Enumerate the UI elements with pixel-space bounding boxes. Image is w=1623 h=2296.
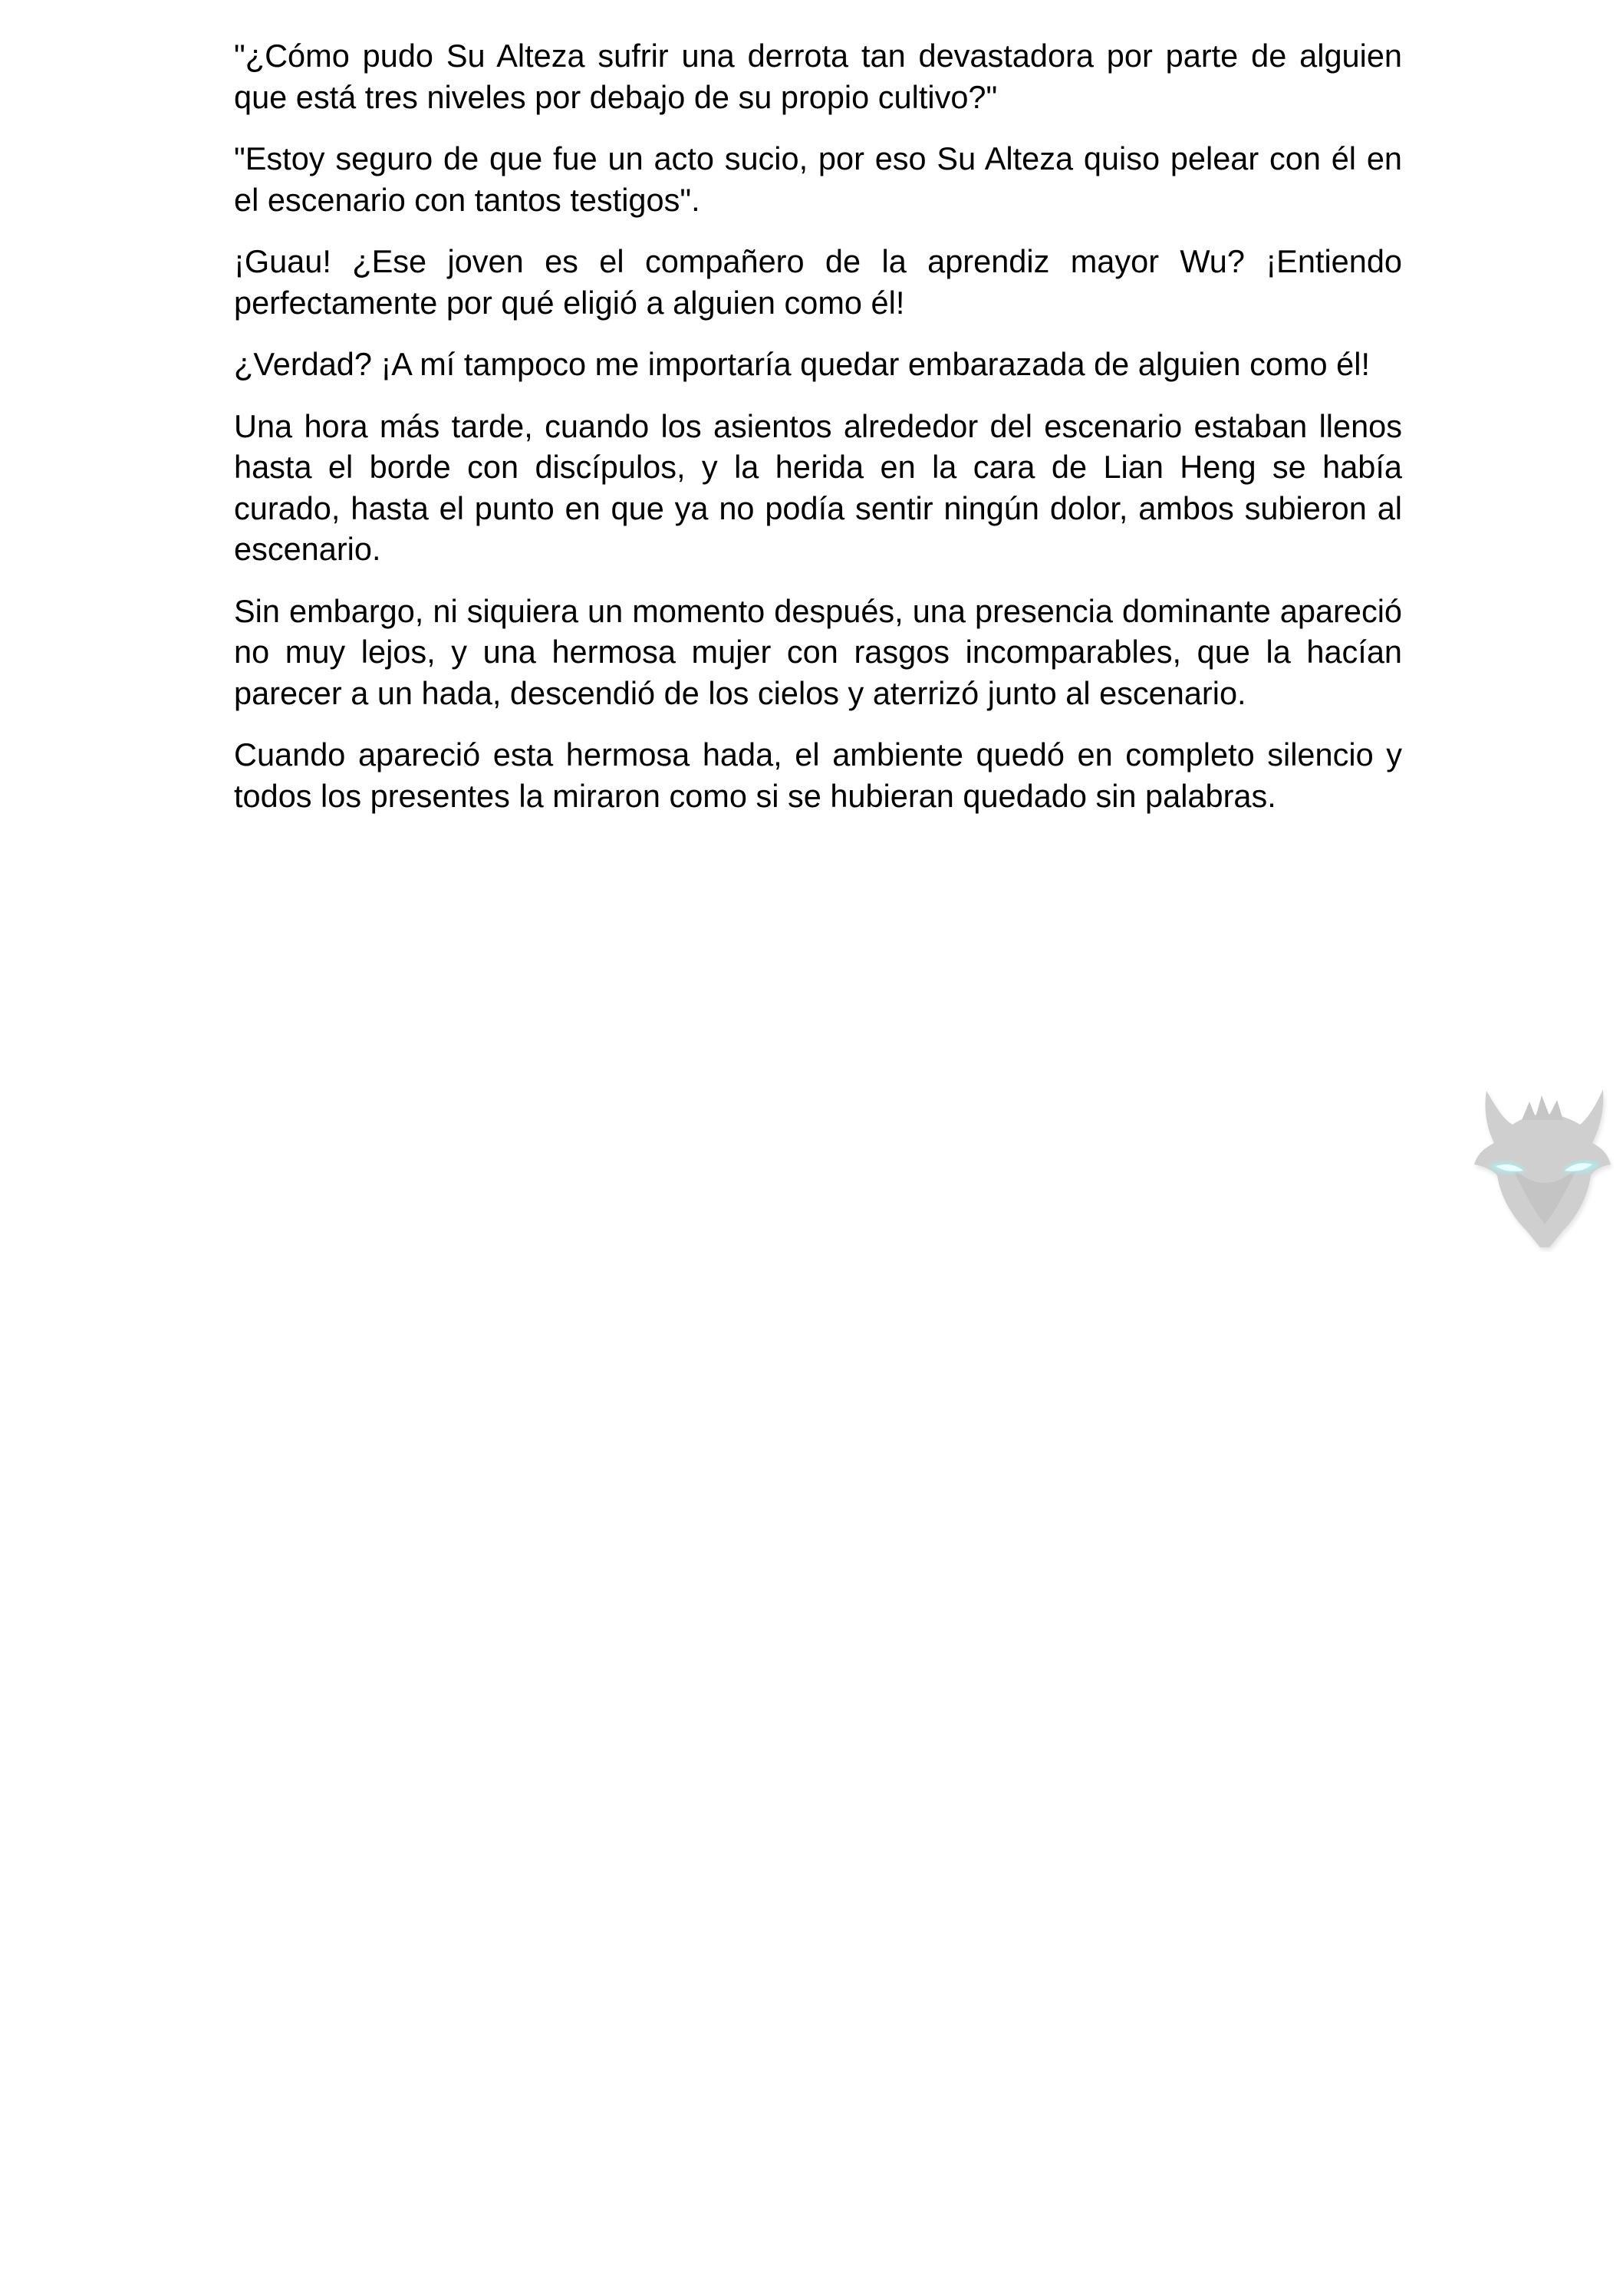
paragraph: ¿Verdad? ¡A mí tampoco me importaría quedar embarazada de alguien como él! [234, 346, 1370, 382]
demon-head-logo-icon [1465, 1074, 1618, 1252]
paragraph: Sin embargo, ni siquiera un momento después, una presencia dominante apareció no muy lejos, y una hermosa mujer con rasgos incomparables, que la hacían parecer a un hada, descendió de los cielos y aterrizó junto al escenario. [234, 592, 1402, 711]
paragraph: "Estoy seguro de que fue un acto sucio, por eso Su Alteza quiso pelear con él en el escenario con tantos testigos". [234, 140, 1402, 218]
paragraph: ¡Guau! ¿Ese joven es el compañero de la aprendiz mayor Wu? ¡Entiendo perfectamente por qué eligió a alguien como él! [234, 243, 1402, 321]
document-body [234, 35, 1402, 837]
paragraph: Una hora más tarde, cuando los asientos alrededor del escenario estaban llenos hasta el borde con discípulos, y la herida en la cara de Lian Heng se había curado, hasta el punto en que ya no podía sentir ningún dolor, ambos subieron al escenario. [234, 407, 1402, 567]
paragraph: "¿Cómo pudo Su Alteza sufrir una derrota tan devastadora por parte de alguien que está tres niveles por debajo de su propio cultivo?" [234, 38, 1402, 115]
paragraph: Cuando apareció esta hermosa hada, el ambiente quedó en completo silencio y todos los presentes la miraron como si se hubieran quedado sin palabras. [234, 736, 1402, 814]
